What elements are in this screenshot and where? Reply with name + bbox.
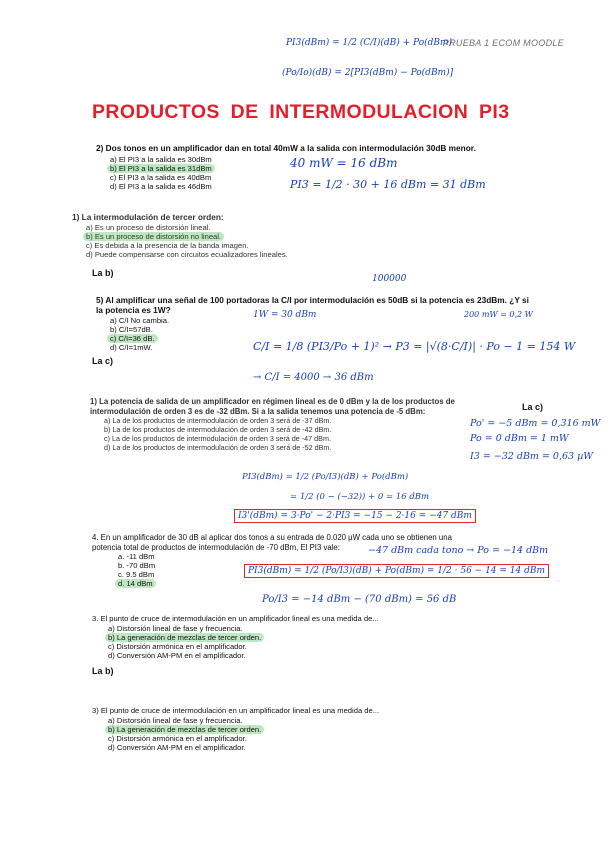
handwritten-note-3-top: 100000 [372,274,407,284]
option-c: c) El PI3 a la salida es 40dBm [110,173,212,182]
question-3-options [110,316,169,352]
question-5-options [118,552,156,588]
option-d: d) Puede compensarse con circuitos ecualizadores lineales. [86,250,288,259]
question-4-options [104,416,331,452]
question-5: 4. En un amplificador de 30 dB al aplicar dos tonos a su entrada de 0.020 µW cada uno se obtienen una potencia total de productos de intermodulación de -70 dBm, El PI3 vale: [92,533,452,552]
option-c: c) Distorsión armónica en el amplificador. [108,642,247,651]
handwritten-result-5: Po/I3 = −14 dBm − (70 dBm) = 56 dB [262,594,457,605]
handwritten-note-3b: 200 mW = 0,2 W [464,310,533,319]
option-c: c) Distorsión armónica en el amplificador. [108,734,247,743]
option-c: c) C/I=36 dB. [110,334,169,343]
handwritten-note-3a: 1W = 30 dBm [253,310,317,320]
option-b: b. -70 dBm [118,561,156,570]
question-7: 3) El punto de cruce de intermodulación en un amplificador lineal es una medida de... [92,706,380,715]
handwritten-answer-1a: 40 mW = 16 dBm [290,156,398,170]
answer-2: La b) [92,268,114,278]
option-a: a. -11 dBm [118,552,155,561]
question-2-options [86,223,288,259]
question-7-options [108,716,264,752]
option-a: a) Es un proceso de distorsión lineal. [86,223,211,232]
option-b: b) La de los productos de intermodulación de orden 3 será de -42 dBm. [104,425,332,434]
answer-3: La c) [92,356,114,366]
option-a: a) La de los productos de intermodulación de orden 3 será de -37 dBm. [104,416,332,425]
handwritten-answer-1b: PI3 = 1/2 · 30 + 16 dBm = 31 dBm [290,178,486,191]
answer-4: La c) [522,402,544,412]
question-1-options [110,155,215,191]
question-6: 3. El punto de cruce de intermodulación en un amplificador lineal es una medida de... [92,614,379,623]
handwritten-formula-2: (Po/Io)(dB) = 2[PI3(dBm) − Po(dBm)] [282,68,454,78]
option-c: c. 9.5 dBm [118,570,155,579]
handwritten-formula-3: C/I = 1/8 (PI3/Po + 1)² → P3 = |√(8·C/I)| · Po − 1 = 154 W [253,340,576,353]
handwritten-formula-4b: = 1/2 (0 − (−32)) + 0 = 16 dBm [290,492,430,502]
handwritten-formula-1: PI3(dBm) = 1/2 (C/I)(dB) + Po(dBm) [286,38,453,48]
option-a: a) C/I No cambia. [110,316,170,325]
question-4: 1) La potencia de salida de un amplificador en régimen lineal es de 0 dBm y la de los productos de intermodulación de orden 3 es de -32 dBm. Si a la salida tenemos una potencia de -5 dBm: [90,397,455,416]
option-b: b) C/I=57dB. [110,325,153,334]
handwritten-note-5a: −47 dBm cada tono → Po = −14 dBm [368,545,549,556]
option-d: d) El PI3 a la salida es 46dBm [110,182,212,191]
option-a: a) El PI3 a la salida es 30dBm [110,155,212,164]
option-b: b) El PI3 a la salida es 31dBm [110,164,215,173]
question-1: 2) Dos tonos en un amplificador dan en total 40mW a la salida con intermodulación 30dB menor. [96,143,476,153]
answer-6: La b) [92,666,114,676]
option-d: d) La de los productos de intermodulación de orden 3 será de -52 dBm. [104,443,332,452]
option-b: b) Es un proceso de distorsión no lineal. [86,232,288,241]
option-c: c) La de los productos de intermodulación de orden 3 será de -47 dBm. [104,434,331,443]
option-d: d) Conversión AM-PM en el amplificador. [108,743,246,752]
question-6-options [108,624,264,660]
handwritten-note-4b: Po = 0 dBm = 1 mW [470,433,569,444]
option-b: b) La generación de mezclas de tercer orden. [108,725,264,734]
option-b: b) La generación de mezclas de tercer orden. [108,633,264,642]
handwritten-result-4: I3'(dBm) = 3·Po' − 2·PI3 = −15 − 2·16 = −47 dBm [234,509,476,523]
option-a: a) Distorsión lineal de fase y frecuencia. [108,624,243,633]
question-2: 1) La intermodulación de tercer orden: [72,212,224,222]
page-title: PRODUCTOS DE INTERMODULACION PI3 [92,101,510,123]
page-header: PRUEBA 1 ECOM MOODLE [442,38,564,48]
option-a: a) Distorsión lineal de fase y frecuencia. [108,716,243,725]
handwritten-note-4a: Po' = −5 dBm = 0,316 mW [470,418,601,429]
option-d: d) Conversión AM-PM en el amplificador. [108,651,246,660]
option-d: d. 14 dBm [118,579,156,588]
handwritten-formula-5: PI3(dBm) = 1/2 (Po/I3)(dB) + Po(dBm) = 1/2 · 56 − 14 = 14 dBm [244,564,549,578]
handwritten-note-4c: I3 = −32 dBm = 0,63 µW [470,451,594,462]
option-d: d) C/I=1mW. [110,343,153,352]
question-3: 5) Al amplificar una señal de 100 portadoras la C/I por intermodulación es 50dB si la potencia es 23dBm. ¿Y si la potencia es 1W? [96,295,529,315]
handwritten-formula-4a: PI3(dBm) = 1/2 (Po/I3)(dB) + Po(dBm) [242,472,409,482]
option-c: c) Es debida a la presencia de la banda imagen. [86,241,249,250]
handwritten-result-3: → C/I = 4000 → 36 dBm [253,372,374,383]
